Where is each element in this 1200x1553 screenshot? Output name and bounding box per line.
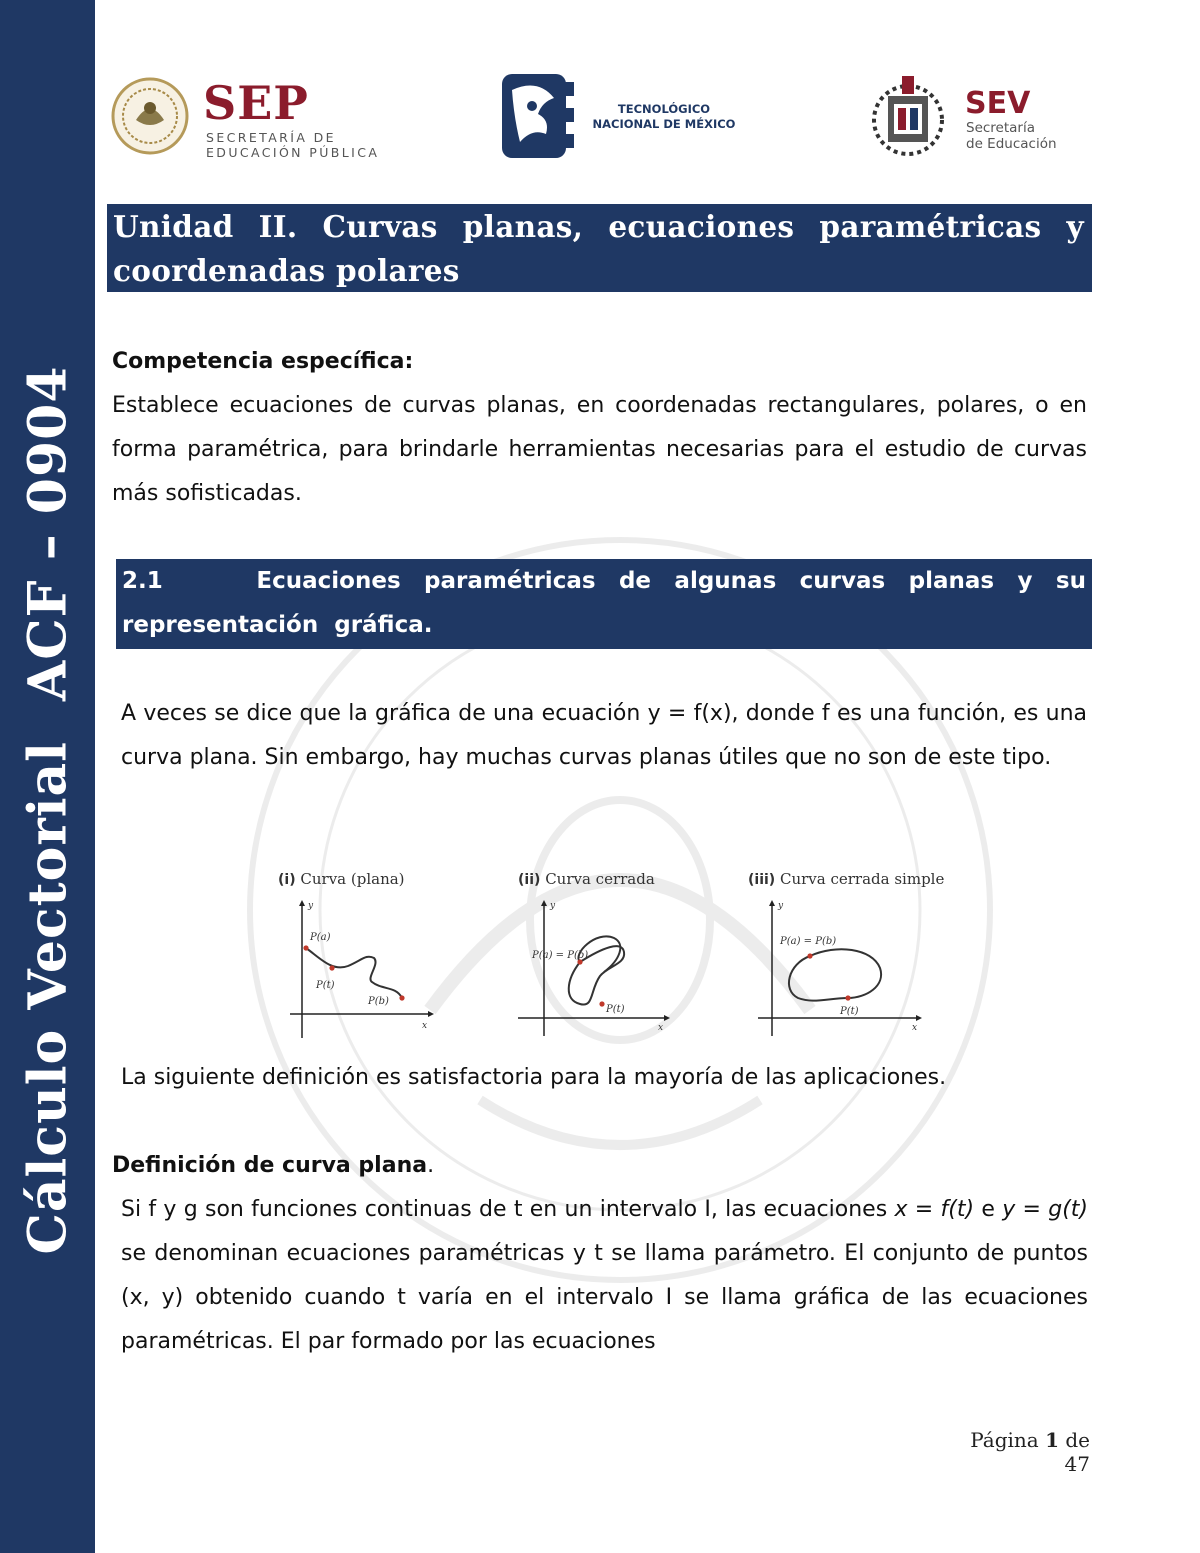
- sep-logo: [108, 68, 378, 168]
- sidebar-title: [18, 365, 79, 1254]
- definition-block: [112, 1144, 1088, 1364]
- definition-heading: Definición de curva plana: [112, 1153, 428, 1178]
- section-number: 2.1: [122, 568, 163, 594]
- tecnm-gear-icon: [498, 68, 578, 164]
- sep-acronym: SEP: [203, 76, 309, 130]
- curves-figure: [270, 868, 945, 1040]
- section-heading: Ecuaciones paramétricas de algunas curvas planas y su representación gráfica.: [122, 568, 1086, 638]
- definition-body: Si f y g son funciones continuas de t en un intervalo I, las ecuaciones x = f(t) e y = g(t) se denominan ecuaciones paramétricas y t se llama parámetro. El conjunto de puntos (x, y) obtenido cuando t varía en el intervalo I se llama gráfica de las ecuaciones paramétricas. El par formado por las ecuaciones: [121, 1197, 1089, 1354]
- svg-text:P(a) = P(b): P(a) = P(b): [532, 950, 589, 961]
- figure-panel-simple-closed-curve: [740, 868, 945, 1040]
- svg-text:P(b): P(b): [368, 996, 389, 1007]
- svg-text:y: y: [308, 901, 314, 911]
- header-logos: [108, 68, 1098, 168]
- course-name: Cálculo Vectorial: [17, 741, 79, 1255]
- figure-panel-open-curve: [270, 868, 440, 1040]
- svg-text:P(t): P(t): [606, 1004, 625, 1015]
- figure-panel-closed-curve: [510, 868, 680, 1040]
- sidebar-band: [0, 0, 95, 1553]
- section-title-bar: [116, 559, 1092, 649]
- sev-logo: [868, 68, 1088, 168]
- closed-curve-plot: [510, 868, 680, 1040]
- page-number: Página 1 de 47: [970, 1428, 1090, 1476]
- equation-y: y = g(t): [1002, 1197, 1089, 1222]
- course-code: ACF – 0904: [17, 365, 79, 702]
- section-title: [122, 559, 1086, 647]
- competencia-heading: Competencia específica:: [112, 349, 414, 374]
- svg-text:y: y: [778, 901, 784, 911]
- svg-text:P(a): P(a): [310, 932, 331, 943]
- figure-panel-title: (ii) Curva cerrada: [518, 870, 655, 888]
- definition-heading-line: Definición de curva plana.: [112, 1153, 435, 1178]
- competencia-text: Establece ecuaciones de curvas planas, en coordenadas rectangulares, polares, o en forma paramétrica, para brindarle herramientas necesarias para el estudio de curvas más sofisticadas.: [112, 393, 1087, 506]
- figure-panel-title: (i) Curva (plana): [278, 870, 405, 888]
- intro-paragraph: A veces se dice que la gráfica de una ecuación y = f(x), donde f es una función, es una curva plana. Sin embargo, hay muchas curvas planas útiles que no son de este tipo.: [121, 701, 1087, 770]
- open-curve-plot: [270, 868, 440, 1040]
- transition-sentence: La siguiente definición es satisfactoria para la mayoría de las aplicaciones.: [121, 1065, 947, 1090]
- svg-text:x: x: [422, 1021, 428, 1031]
- svg-text:P(a) = P(b): P(a) = P(b): [780, 936, 837, 947]
- unit-title: Unidad II. Curvas planas, ecuaciones paramétricas y coordenadas polares: [113, 209, 1084, 288]
- svg-text:P(t): P(t): [316, 980, 335, 991]
- sev-acronym: SEV: [965, 86, 1031, 121]
- svg-text:x: x: [912, 1023, 918, 1033]
- equation-x: x = f(t): [894, 1197, 975, 1222]
- sep-subtitle: SECRETARÍA DE EDUCACIÓN PÚBLICA: [206, 130, 380, 160]
- competencia-block: [112, 340, 1087, 516]
- figure-panel-title: (iii) Curva cerrada simple: [748, 870, 945, 888]
- mexico-seal-icon: [108, 68, 194, 168]
- svg-text:x: x: [658, 1023, 664, 1033]
- tecnm-name: TECNOLÓGICO NACIONAL DE MÉXICO: [592, 102, 736, 131]
- tecnm-logo: [498, 68, 748, 168]
- sev-subtitle: Secretaría de Educación: [966, 120, 1057, 152]
- veracruz-shield-icon: [868, 68, 948, 164]
- unit-title-bar: [107, 204, 1092, 292]
- simple-closed-curve-plot: [740, 868, 930, 1040]
- svg-text:P(t): P(t): [840, 1006, 859, 1017]
- svg-text:y: y: [550, 901, 556, 911]
